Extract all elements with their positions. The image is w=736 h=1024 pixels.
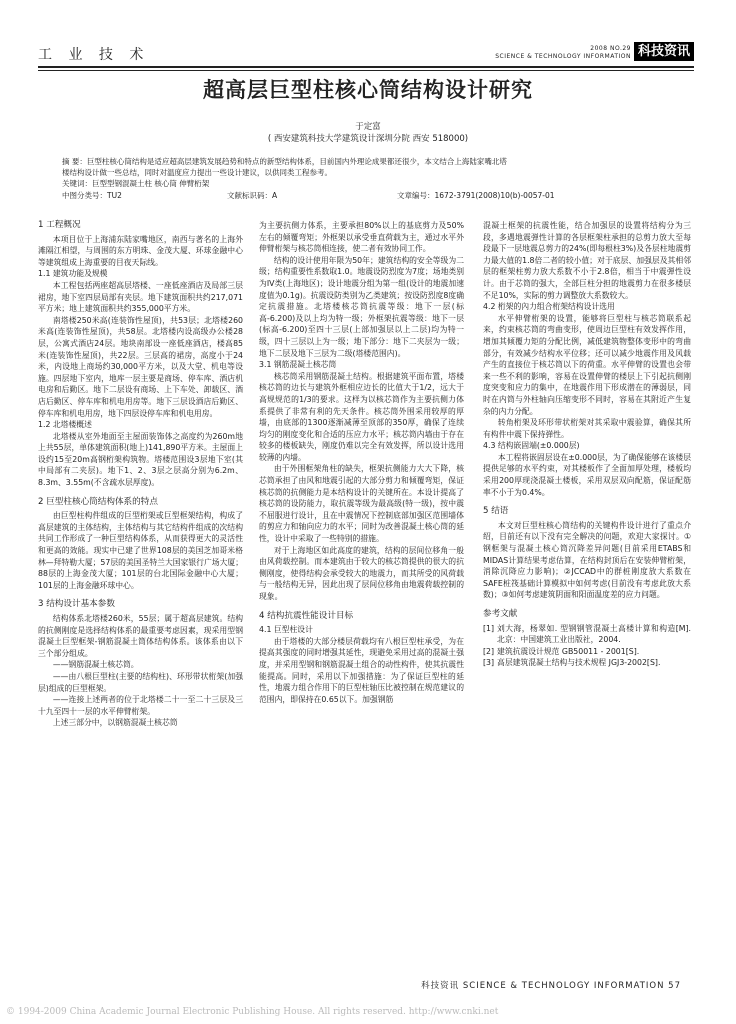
section-label: 工 业 技 术 bbox=[38, 47, 150, 63]
header-rule-thin bbox=[38, 70, 694, 71]
keywords: 关键词：巨型型钢混凝土柱 核心筒 伸臂桁架 bbox=[62, 179, 210, 188]
section-heading: 2 巨型柱核心筒结构体系的特点 bbox=[38, 496, 158, 507]
section-heading: 5 结语 bbox=[483, 506, 509, 517]
subsection-heading: 4.1 巨型柱设计 bbox=[259, 625, 313, 635]
magazine-english-name: SCIENCE & TECHNOLOGY INFORMATION bbox=[495, 53, 631, 60]
affiliation: ( 西安建筑科技大学建筑设计深圳分院 西安 518000) bbox=[267, 134, 469, 144]
abstract bbox=[62, 156, 682, 189]
paragraph: 水平伸臂桁架的设置，能够将巨型柱与核芯筒联系起来，约束核芯筒的弯曲变形，使周边巨型柱有效发挥作用，增加其倾覆力矩的分配比例，减低建筑物整体变形中的弯曲部分，有效减少结构水平位移；还可以减少地震作用及风载产生的直接位于核芯筒以下的荷重。水平伸臂的设置也会带来一些不利的影响，容易在设置伸臂的楼层上下引起抗侧刚度突变和应力的集中，在地震作用下形成潜在的薄弱层，同时在内筒与外柱轴向压缩变形不同时，容易在其附近产生复杂的内力分配。 bbox=[483, 313, 691, 416]
paragraph: 核芯筒采用钢筋混凝土结构。根据建筑平面布置，塔楼核芯筒的边长与建筑外框相应边长的比值大于1/2，远大于高规规范的1/3的要求。这样为以核芯筒作为主要抗侧力体系提供了非常有利的先天条件。核芯筒外围采用较厚的厚墙，由底部的1300逐渐减薄至顶部的350厚，确保了连续均匀的刚度变化和合适的压应力水平；核芯筒内墙由于存在较多的楼板缺失，刚度仍难以完全有效发挥，所以设计选用较薄的内墙。 bbox=[259, 371, 464, 462]
paragraph: 上述三部分中，以钢筋混凝土核芯筒 bbox=[52, 718, 178, 728]
header-rule bbox=[38, 66, 694, 68]
subsection-heading: 4.3 结构嵌固端(±0.000层) bbox=[483, 441, 580, 451]
section-heading: 4 结构抗震性能设计目标 bbox=[259, 610, 354, 621]
subsection-heading: 1.1 建筑功能及规模 bbox=[38, 269, 108, 279]
paragraph: 由于塔楼的大部分楼层荷载均有八根巨型柱承受，为在提高其强度的同时增强其延性，现避免采用过高的混凝土强度，并采用型钢和钢筋混凝土组合的动性构件，使其抗震性能提高。同时，采用以下加强措施：为了保证巨型柱的延性，地震力组合作用下的巨型柱轴压比被控制在规范建议的范围内，即保持在0.65以下。加强钢筋 bbox=[259, 636, 464, 704]
subsection-heading: 1.2 北塔楼概述 bbox=[38, 420, 92, 430]
brand-logo: 科技资讯 bbox=[634, 42, 694, 61]
references-heading: 参考文献 bbox=[483, 609, 518, 619]
abstract-line: 楼结构设计做一些总结，同时对温度应力提出一些设计建议，以供同类工程参考。 bbox=[62, 168, 332, 177]
subsection-heading: 3.1 钢筋混凝土核芯筒 bbox=[259, 360, 337, 370]
paragraph: 混凝土框架的抗震性能，结合加强层的设置将结构分为三段，多遇地震弹性计算的各层框架柱承担的总剪力放大至每段最下一层地震总剪力的24%(即每根柱3%)及各层柱地震剪力最大值的1.8倍二者的较小值；对于底层、加强层及其相邻层的框架柱剪力放大系数不小于2.8倍，相当于中震弹性设计。由于芯筒的强大，全部巨柱分担的地震剪力在很多楼层不足10%，实际的剪力调整放大系数较大。 bbox=[483, 221, 691, 300]
list-item: ——连接上述两者的位于北塔楼二十一至二十三层及三十九至四十一层的水平伸臂桁架。 bbox=[38, 695, 243, 716]
paragraph: 本文对巨型柱核心筒结构的关键构件设计进行了重点介绍，目前还有以下没有完全解决的问题，欢迎大家探讨。①钢框架与混凝土核心筒沉降差异问题(目前采用ETABS和MIDAS计算结果考虑估算，在结构封顶后在安装伸臂桁架，消除沉降应力影响)；②JCCAD中的群桩刚度放大系数在SAFE桩筏基础计算模拟中如何考虑(目前没有考虑此放大系数)；③如何考虑建筑阴面和阳面温度差的应力问题。 bbox=[483, 520, 691, 600]
paragraph: 南塔楼250米高(连装饰性屋顶)，共53层；北塔楼260米高(连装饰性屋顶)，共58层。北塔楼内设高级办公楼28层，公寓式酒店24层。地块南部设一座低座酒店，楼高85米(连装饰性屋顶)，共22层。三层高的裙房，高度小于24米，内设地上商场约30,000平方米，以及大堂、机电等设施。四层地下室内，地库一层主要是商场、停车库、酒店机电房和后勤区。地下二层设有商场、上下车处、卸载区、酒店后勤区、停车库和机电用房等。地下三层设酒店后勤区、停车库和机电用房，地下四层设停车库和机电用房。 bbox=[38, 315, 243, 418]
column-3 bbox=[483, 220, 691, 669]
section-heading: 1 工程概况 bbox=[38, 220, 81, 230]
paragraph: 本工程包括两座超高层塔楼、一座低座酒店及局部三层裙房，地下室四层局部有夹层。地下建筑面积共约217,071平方米；地上建筑面积共约355,000平方米。 bbox=[38, 280, 243, 314]
document-code: 文献标识码：A bbox=[227, 191, 278, 200]
reference-number: [2] bbox=[483, 646, 495, 656]
reference-item bbox=[483, 646, 691, 658]
journal-header bbox=[495, 42, 694, 61]
paragraph: 本工程将嵌固层设在±0.000层，为了确保能够在该楼层提供足够的水平约束，对其楼板作了全面加厚处理，楼板均采用200厚现浇混凝土楼板，采用双层双向配筋，保证配筋率不小于为0.4%。 bbox=[483, 452, 691, 497]
reference-number: [3] bbox=[483, 658, 495, 668]
abstract-line: 摘 要：巨型柱核心筒结构是适应超高层建筑发展趋势和特点的新型结构体系，目前国内外理论成果都还很少，本文结合上海陆家嘴北塔 bbox=[62, 157, 507, 166]
paragraph: 北塔楼从室外地面至主屋面装饰体之高度约为260m地上共55层，单体建筑面积(地上)141,890平方米。主屋面上设约15至20m高钢桁架构筑物。塔楼范围设3层地下室(其中局部有二夹层)。地下1、2、3层之层高分别为6.2m、8.3m、3.55m(不含疏水层厚度)。 bbox=[38, 431, 243, 488]
list-item: ——钢筋混凝土核芯筒。 bbox=[52, 660, 139, 670]
reference-text: 刘大海，杨翠如. 型钢钢管混凝土高楼计算和构造[M]. 北京：中国建筑工业出版社，2004. bbox=[497, 623, 691, 645]
classification-row bbox=[62, 190, 682, 201]
copyright-watermark: © 1994-2009 China Academic Journal Electronic Publishing House. All rights reserved. http://www.cnki.net bbox=[6, 1007, 499, 1017]
page-footer: 科技资讯 SCIENCE & TECHNOLOGY INFORMATION 57 bbox=[421, 981, 681, 991]
paragraph: 本项目位于上海浦东陆家嘴地区，南西与著名的上海外滩隔江相望，与周围的东方明珠、金茂大厦、环球金融中心等建筑组成上海重要的目夜天际线。 bbox=[38, 234, 243, 267]
author: 于定富 bbox=[355, 122, 381, 132]
subsection-heading: 4.2 桁架的內力组合桁架结构设计选用 bbox=[483, 302, 615, 312]
journal-meta bbox=[495, 45, 631, 61]
reference-number: [1] bbox=[483, 623, 495, 633]
article-id: 文章编号：1672-3791(2008)10(b)-0057-01 bbox=[397, 191, 555, 200]
paragraph: 由于外围框架角柱的缺失，框架抗侧能力大大下降，核芯筒承担了由风和地震引起的大部分剪力和倾覆弯矩，保证核芯筒的抗侧能力是本结构设计的关键所在。本设计提高了核芯筒的设防能力，取抗震等级为最高级(特一级)，按中震不屈服进行设计，且在中震情况下控制底部加强区范围墙体的剪应力和轴向应力的水平；同时为改善混凝土核心筒的延性，设计中采取了一些特别的措施。 bbox=[259, 464, 464, 544]
paragraph: 为主要抗侧力体系，主要承担80%以上的基底剪力及50%左右的倾覆弯矩；外框架以承受垂直荷载为主，通过水平外伸臂桁架与核芯筒相连接，使二者有效协同工作。 bbox=[259, 221, 464, 254]
reference-text: 高层建筑混凝土结构与技术规程 JGJ3-2002[S]. bbox=[497, 658, 661, 668]
column-2 bbox=[259, 220, 464, 705]
issue-number: 2008 NO.29 bbox=[590, 45, 631, 52]
paragraph: 转角桁架及环形带状桁架对其采取中震验算，确保其所有构件中震下保持弹性。 bbox=[483, 418, 691, 439]
section-heading: 3 结构设计基本参数 bbox=[38, 599, 115, 610]
clc-number: 中图分类号：TU2 bbox=[62, 191, 122, 200]
paragraph: 结构体系北塔楼260米，55层；属于超高层建筑。结构的抗侧刚度是选择结构体系的最重要考虑因素，现采用型钢混凝土巨型框架-钢筋混凝土筒体结构体系。该体系由以下三个部分组成。 bbox=[38, 614, 243, 658]
article-title: 超高层巨型柱核心筒结构设计研究 bbox=[203, 78, 533, 102]
list-item: ——由八根巨型柱(主要的结构柱)、环形带状桁架(加强层)组成的巨型框架。 bbox=[38, 671, 243, 693]
paragraph: 结构的设计使用年限为50年；建筑结构的安全等级为二级；结构重要性系数取1.0。地震设防烈度为7度；场地类别为IV类(上海地区)；设计地震分组为第一组(设计的地震加速度值为0.1g)。抗震设防类别为乙类建筑；按设防烈度8度确定抗震措施。北塔楼核芯筒抗震等级：地下一层(标高-6.200)及以上均为特一级；外框架抗震等级：地下一层(标高-6.200)至四十三层(上部加强层以上二层)均为特一级，四十三层以上为一级；地下部分：地下二夹层为一级；地下二层及地下三层为二级(塔楼范围内)。 bbox=[259, 255, 464, 358]
paragraph: 对于上海地区如此高度的建筑，结构的层间位移角一般由风荷载控制。而本建筑由于较大的核芯筒提供的很大的抗侧刚度，使得结构会承受较大的地震力，而其所受的风荷载与一般结构无异，因此出现了层间位移角由地震荷载控制的现象。 bbox=[259, 545, 464, 601]
reference-item bbox=[483, 657, 691, 669]
paragraph: 由巨型柱构件组成的巨型桁架或巨型框架结构，构成了高层建筑的主体结构，主体结构与其它结构件组成的次结构共同工作形成了一种巨型结构体系，从而获得更大的灵活性和更高的效能。现实中已建了世界108层的美国芝加哥米格林—拜特勒大厦；57层的美国圣特兰大国家银行广场大厦；88层的上海金茂大厦；101层的台北国际金融中心大厦；101层的上海金融环球中心。 bbox=[38, 511, 243, 590]
column-1 bbox=[38, 220, 243, 729]
reference-item bbox=[483, 623, 691, 646]
reference-text: 建筑抗震设计规范 GB50011 - 2001[S]. bbox=[497, 646, 640, 656]
